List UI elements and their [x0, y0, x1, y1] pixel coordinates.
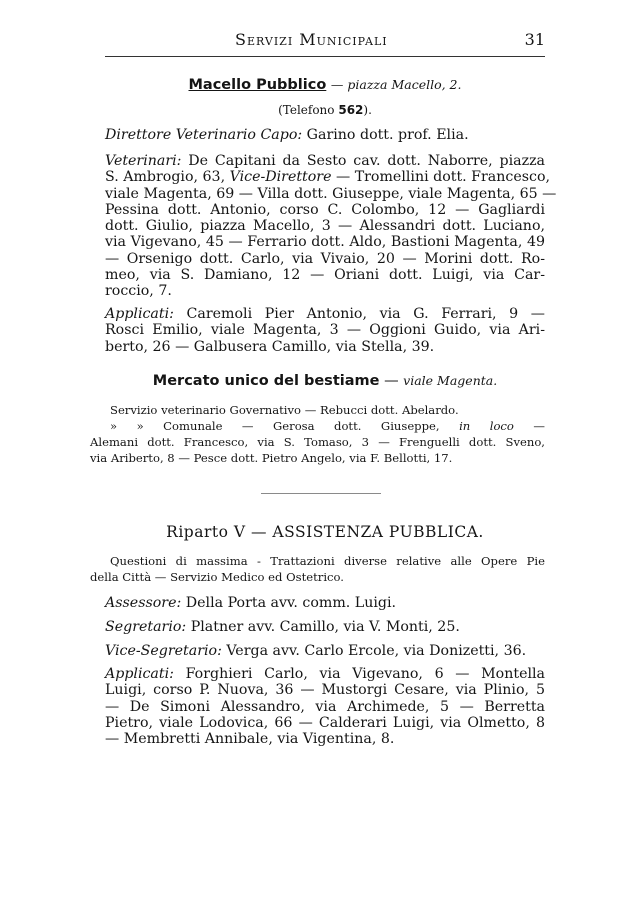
applicati-label: Applicati:: [105, 666, 174, 682]
text-line: roccio, 7.: [105, 283, 172, 300]
segretario-label: Segretario:: [105, 619, 187, 635]
direttore-label: Direttore Veterinario Capo:: [105, 127, 303, 143]
vice-segretario-label: Vice-Segretario:: [105, 643, 222, 659]
text-line: — Membretti Annibale, via Vigentina, 8.: [105, 731, 395, 748]
text-line: Rosci Emilio, viale Magenta, 3 — Oggioni Guido, via Ari-: [105, 322, 545, 339]
veterinari-label: Veterinari:: [105, 153, 182, 169]
text-line: Luigi, corso P. Nuova, 36 — Mustorgi Cesare, via Plinio, 5: [105, 682, 545, 699]
mercato-location: viale Magenta.: [403, 373, 498, 388]
text-line: Servizio veterinario Governativo — Rebucci dott. Abelardo.: [110, 403, 459, 417]
phone-prefix: (Telefono: [278, 103, 335, 117]
page-number: 31: [524, 30, 545, 49]
macello-applicati: [105, 306, 545, 355]
applicati-label: Applicati:: [105, 306, 174, 322]
vice-direttore-label: Vice-Direttore: [229, 169, 332, 186]
macello-veterinari: [105, 153, 557, 300]
assessore-label: Assessore:: [105, 595, 182, 611]
riparto-assessore: [105, 595, 545, 611]
text-line: Segretario: Platner avv. Camillo, via V. Monti, 25.: [105, 619, 460, 635]
text-line: Pietro, viale Lodovica, 66 — Calderari Luigi, via Olmetto, 8: [105, 714, 545, 731]
text-line: Vice-Segretario: Verga avv. Carlo Ercole, via Donizetti, 36.: [105, 643, 527, 659]
text-line: Veterinari: De Capitani da Sesto cav. dott. Naborre, piazza: [105, 153, 545, 169]
riparto-intro: [90, 553, 545, 585]
text-line: Alemani dott. Francesco, via S. Tomaso, 3 — Frenguelli dott. Sveno,: [90, 435, 545, 449]
text-line: berto, 26 — Galbusera Camillo, via Stella, 39.: [105, 338, 435, 355]
text-line: — Orsenigo dott. Carlo, via Vivaio, 20 — Morini dott. Ro-: [105, 250, 545, 267]
text-line: viale Magenta, 69 — Villa dott. Giuseppe, viale Magenta, 65 —: [105, 185, 557, 202]
text-line: via Ariberto, 8 — Pesce dott. Pietro Angelo, via F. Bellotti, 17.: [90, 451, 453, 465]
text-line: via Vigevano, 45 — Ferrario dott. Aldo, Bastioni Magenta, 49: [105, 234, 545, 251]
mercato-heading: [105, 373, 545, 389]
phone-number: 562: [338, 103, 364, 117]
riparto-applicati: [105, 666, 545, 747]
text-line: [105, 127, 545, 143]
text-line: Questioni di massima - Trattazioni diverse relative alle Opere Pie: [110, 554, 545, 568]
text-line: Pessina dott. Antonio, corso C. Colombo, 12 — Gagliardi: [105, 201, 545, 218]
mercato-dash: —: [384, 373, 404, 389]
text-line: Applicati: Forghieri Carlo, via Vigevano, 6 — Montella: [105, 666, 545, 682]
direttore-text: Garino dott. prof. Elia.: [302, 127, 469, 143]
header-rule: [105, 56, 545, 57]
running-head: [105, 30, 545, 54]
text-line: della Città — Servizio Medico ed Ostetrico.: [90, 570, 344, 584]
text-line: dott. Giulio, piazza Macello, 3 — Alessandri dott. Luciano,: [105, 218, 545, 235]
mercato-body: [90, 402, 545, 466]
riparto-heading: Riparto V — ASSISTENZA PUBBLICA.: [166, 523, 484, 541]
running-title: Servizi Municipali: [235, 30, 388, 49]
text-line: Applicati: Caremoli Pier Antonio, via G. Ferrari, 9 —: [105, 306, 545, 322]
riparto-vice-segretario: [105, 643, 545, 659]
text-line: Assessore: Della Porta avv. comm. Luigi.: [105, 595, 397, 611]
text-line: meo, via S. Damiano, 12 — Oriani dott. Luigi, via Car-: [105, 267, 545, 284]
macello-direttore: [105, 127, 545, 143]
riparto-segretario: [105, 619, 545, 635]
phone-suffix: ).: [363, 103, 372, 117]
text-line: S. Ambrogio, 63, Vice-Direttore — Tromellini dott. Francesco,: [105, 169, 551, 186]
mercato-name: Mercato unico del bestiame: [152, 373, 380, 389]
macello-location: — piazza Macello, 2.: [330, 77, 462, 92]
text-line: » » Comunale — Gerosa dott. Giuseppe, in loco —: [110, 419, 545, 433]
macello-heading: [105, 77, 545, 93]
section-divider: [261, 493, 381, 494]
text-line: — De Simoni Alessandro, via Archimede, 5 — Berretta: [105, 698, 545, 715]
macello-phone: [105, 103, 545, 117]
macello-name: Macello Pubblico: [188, 77, 327, 93]
